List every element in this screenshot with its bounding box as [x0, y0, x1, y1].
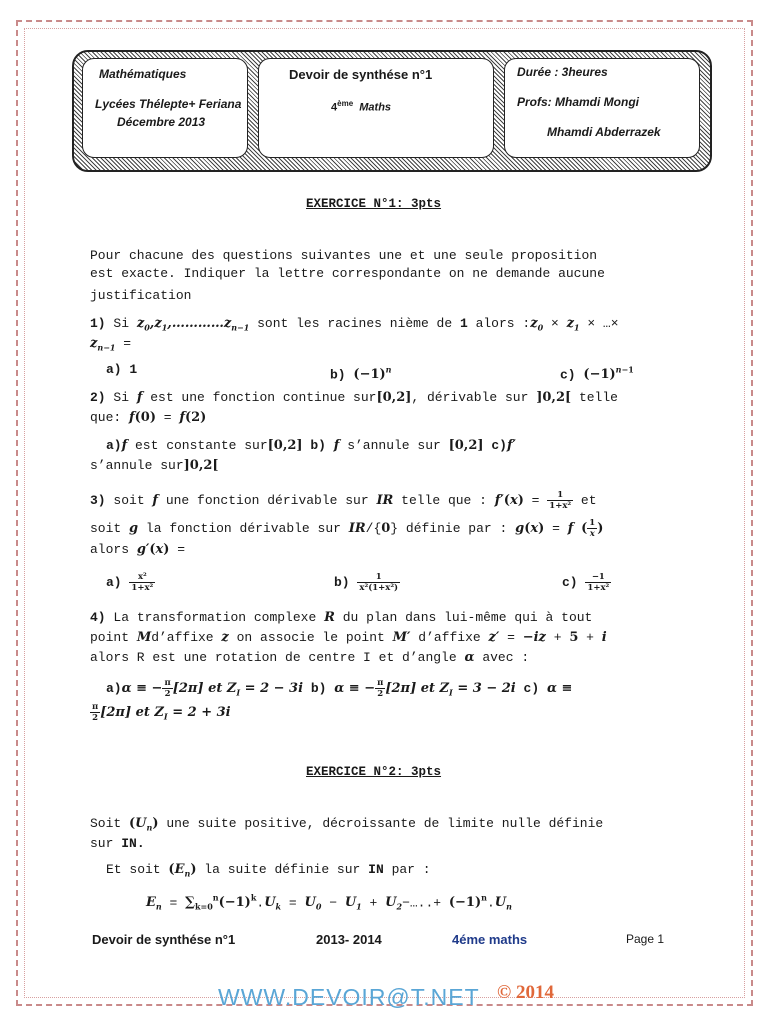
prof-second: Mhamdi Abderrazek [547, 125, 661, 139]
page-border-inner [24, 28, 745, 998]
header-left-box [82, 58, 248, 158]
q4-option-c-end: $\frac{\pi}{2}$ [2π] et $Z_I = 2 + 3i$ [92, 702, 231, 723]
schools: Lycées Thélepte+ Feriana [95, 97, 242, 111]
ex2-formula: $E_n = \sum_{k=0}^n(-1)^k.U_k = U_0 - U_1$ + $U_2-\dots..+ (-1)^n.U_n$ [146, 893, 512, 912]
q4-statement-2: point Md’affixe z on associe le point M′ d’affixe z′ = −iz + 5 + i [90, 630, 607, 645]
q1-statement: 1) Si $z_0,z_1,\dots\dots\dots\dots z_{n-1}$ sont les racines nième de 1 alors $:z_0 \times z_1$ × …× [90, 316, 619, 333]
website-link[interactable]: WWW.DEVOIR@T.NET [218, 984, 480, 1010]
q2-options-line: a)f est constante sur[0,2] b) f s’annule sur [0,2] c)f′ [106, 438, 516, 453]
copyright-mark: © 2014 [497, 982, 554, 1003]
ex1-intro-line-3: justification [90, 288, 192, 303]
exercise-1-title: EXERCICE N°1: 3pts [306, 197, 442, 211]
q4-options-line: a)α ≡ − $\frac{\pi}{2}$ [2π] et $Z_I = 2 - 3i$ b) α ≡ − $\frac{\pi}{2}$ [2π] et $Z_I = 3 - 2i$ c) α ≡ [106, 678, 573, 699]
q4-statement: 4) La transformation complexe R du plan dans lui-même qui à tout [90, 610, 593, 625]
header-right-box [504, 58, 700, 158]
exercise-2-title: EXERCICE N°2: 3pts [306, 765, 442, 779]
footer-page: Page 1 [626, 932, 665, 946]
ex2-line-3: Et soit $(E_n)$ la suite définie sur IN par : [106, 862, 431, 879]
test-title: Devoir de synthése n°1 [289, 67, 433, 82]
profs: Profs: Mhamdi Mongi [517, 95, 639, 109]
date: Décembre 2013 [117, 115, 206, 129]
q1-statement-end: $z_{n-1}$ = [90, 336, 132, 353]
footer-title: Devoir de synthése n°1 [92, 932, 236, 947]
ex1-intro-line-2: est exacte. Indiquer la lettre correspondante on ne demande aucune [90, 266, 605, 281]
q1-option-c: c) $(-1)^{n-1}$ [560, 365, 634, 383]
header-middle-box [258, 58, 494, 158]
q3-statement-3: alors g′(x) = [90, 542, 186, 557]
subject: Mathématiques [99, 67, 187, 81]
duration: Durée : 3heures [517, 65, 608, 79]
q4-statement-3: alors R est une rotation de centre I et d’angle α avec : [90, 650, 530, 665]
ex2-line-2: sur IN. [90, 836, 145, 851]
footer-level: 4éme maths [452, 932, 528, 947]
q1-option-b: b) $(-1)^n$ [330, 365, 392, 383]
footer-year: 2013- 2014 [316, 932, 382, 947]
q3-option-b: b) $\frac{1}{\text{x²(1+x²)}}$ [334, 572, 399, 593]
q3-statement: 3) soit f une fonction dérivable sur IR telle que : f′(x) = $\frac{1}{\text{1+x²}}$ et [90, 490, 597, 511]
q3-option-a: a) $\frac{\text{x²}}{\text{1+x²}}$ [106, 572, 154, 593]
q2-statement-end: que: f(0) = f(2) [90, 410, 207, 425]
level: 4ème Maths [331, 99, 392, 114]
ex2-line-1: Soit $(U_n)$ une suite positive, décroissante de limite nulle définie [90, 816, 604, 833]
q2-option-c-end: s’annule sur]0,2[ [90, 458, 219, 473]
q3-statement-2: soit g la fonction dérivable sur IR/{0} définie par : g(x) = f ( $\frac{1}{x}$ ) [90, 518, 604, 539]
q3-option-c: c) $\frac{-1}{\text{1+x²}}$ [562, 572, 610, 593]
q1-option-a: a) 1 [106, 362, 138, 377]
ex1-intro-line-1: Pour chacune des questions suivantes une et une seule proposition [90, 248, 598, 263]
q2-statement: 2) Si f est une fonction continue sur[0,2], dérivable sur ]0,2[ telle [90, 390, 618, 405]
